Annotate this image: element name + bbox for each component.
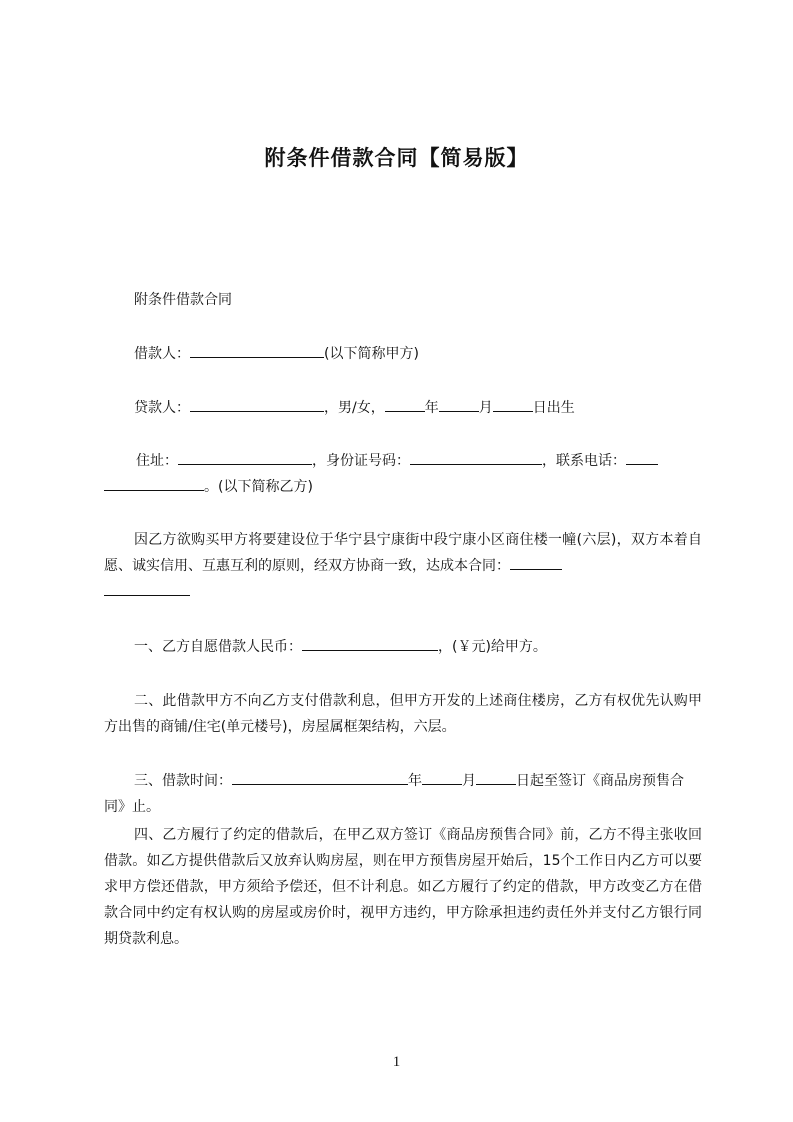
address-paragraph xyxy=(104,448,702,500)
preamble-paragraph xyxy=(104,527,702,605)
clause-3 xyxy=(104,768,702,820)
loan-start-month-blank[interactable] xyxy=(422,770,462,785)
preamble-text: 因乙方欲购买甲方将要建设位于华宁县宁康街中段宁康小区商住楼一幢(六层)，双方本着自愿、诚实信用、互惠互利的原则，经双方协商一致，达成本合同： xyxy=(104,532,702,574)
phone-blank-2[interactable] xyxy=(104,476,204,491)
lender-gender: ，男/女， xyxy=(324,400,385,416)
document-subtitle: 附条件借款合同 xyxy=(134,292,232,308)
borrower-line xyxy=(104,341,702,367)
address-line-2 xyxy=(104,474,702,500)
clause-3-month: 月 xyxy=(462,773,476,789)
clause-2: 二、此借款甲方不向乙方支付借款利息，但甲方开发的上述商住楼房，乙方有权优先认购甲方出售的商铺/住宅(单元楼号)，房屋属框架结构，六层。 xyxy=(104,693,702,735)
address-label: 住址： xyxy=(136,453,178,469)
address-line-1 xyxy=(104,448,702,474)
lender-label: 贷款人： xyxy=(134,400,190,416)
birth-year-blank[interactable] xyxy=(385,397,425,412)
borrower-suffix: (以下简称甲方) xyxy=(324,346,419,362)
clause-3-suffix: 日起至签订《商品房预售合同》止。 xyxy=(104,773,684,815)
clause-1-prefix: 一、乙方自愿借款人民币： xyxy=(134,639,302,655)
borrower-label: 借款人： xyxy=(134,346,190,362)
loan-start-year-blank[interactable] xyxy=(232,770,408,785)
birth-month-label: 月 xyxy=(478,400,493,416)
clause-1-suffix: ，(￥元)给甲方。 xyxy=(438,639,547,655)
loan-start-day-blank[interactable] xyxy=(476,770,516,785)
preamble-blank-1[interactable] xyxy=(510,555,562,570)
lender-name-blank[interactable] xyxy=(190,397,324,412)
clause-3-prefix: 三、借款时间： xyxy=(134,773,232,789)
page-number: 1 xyxy=(392,1054,401,1070)
document-title: 附条件借款合同【简易版】 xyxy=(264,146,529,170)
borrower-name-blank[interactable] xyxy=(190,343,324,358)
clause-4: 四、乙方履行了约定的借款后，在甲乙双方签订《商品房预售合同》前，乙方不得主张收回借款。如乙方提供借款后又放弃认购房屋，则在甲方预售房屋开始后，15个工作日内乙方可以要求甲方偿还借款，甲方须给予偿还，但不计利息。如乙方履行了约定的借款，甲方改变乙方在借款合同中约定有权认购的房屋或房价时，视甲方违约，甲方除承担违约责任外并支付乙方银行同期贷款利息。 xyxy=(104,827,702,947)
preamble-blank-2[interactable] xyxy=(104,581,190,596)
birth-day-blank[interactable] xyxy=(493,397,533,412)
birth-year-label: 年 xyxy=(424,400,439,416)
clause-3-year: 年 xyxy=(408,773,422,789)
phone-blank-1[interactable] xyxy=(626,450,658,465)
birth-day-label: 日出生 xyxy=(532,400,575,416)
phone-label: ，联系电话： xyxy=(542,453,626,469)
clause-1 xyxy=(104,634,702,660)
address-blank[interactable] xyxy=(178,450,312,465)
lender-line xyxy=(104,395,702,421)
birth-month-blank[interactable] xyxy=(439,397,479,412)
loan-amount-blank[interactable] xyxy=(302,636,438,651)
lender-suffix: 。(以下简称乙方) xyxy=(204,479,313,495)
id-label: ，身份证号码： xyxy=(312,453,410,469)
id-number-blank[interactable] xyxy=(410,450,542,465)
